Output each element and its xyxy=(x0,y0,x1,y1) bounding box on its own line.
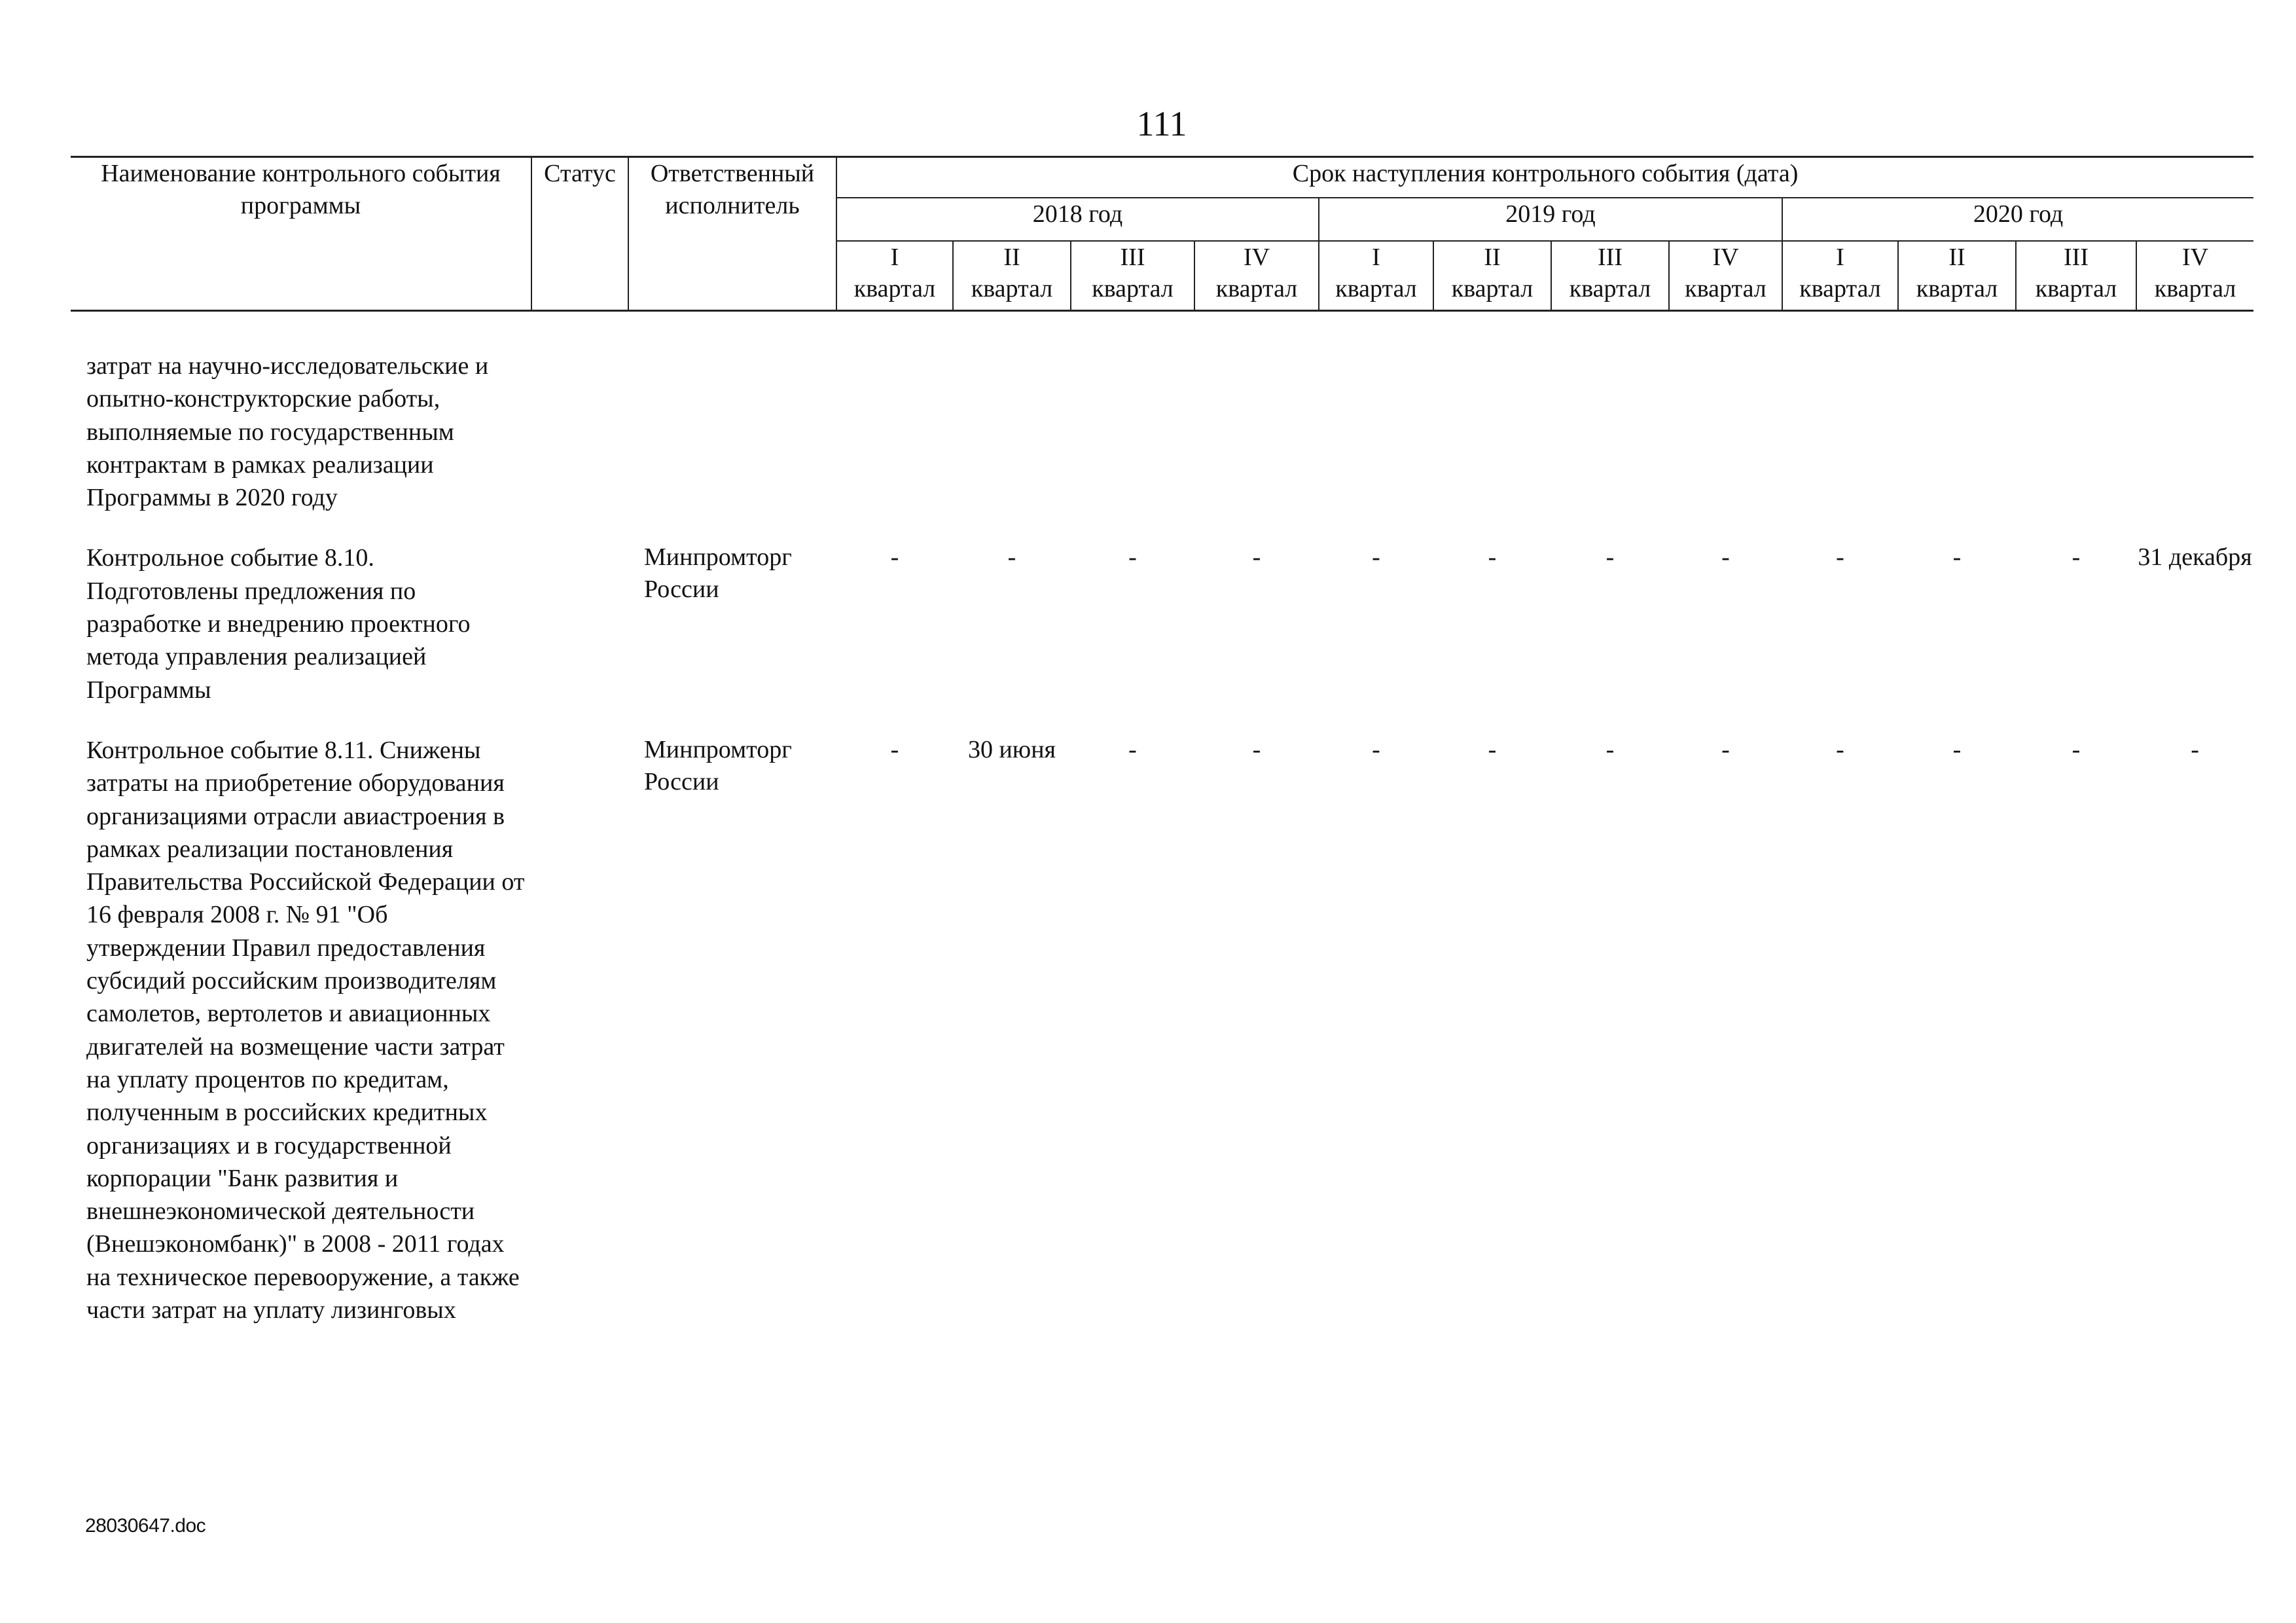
header-quarter: IV квартал xyxy=(1669,241,1782,311)
quarter-cell: - xyxy=(1128,543,1137,572)
quarter-cell: - xyxy=(1007,543,1016,572)
quarter-cell: - xyxy=(1952,735,1962,763)
event-description: Контрольное событие 8.10. Подготовлены предложения по разработке и внедрению проектного метода управления реализацией Программы xyxy=(86,544,471,704)
quarter-cell xyxy=(953,350,1071,541)
quarter-cell: - xyxy=(1836,543,1844,572)
quarter-cell: - xyxy=(890,543,899,572)
quarter-cell: - xyxy=(1372,735,1380,763)
header-quarter: IV квартал xyxy=(2136,241,2253,311)
quarter-cell xyxy=(1669,350,1782,541)
quarter-cell xyxy=(1194,350,1319,541)
quarter-cell xyxy=(2016,350,2136,541)
quarter-cell xyxy=(1782,350,1898,541)
event-description: Контрольное событие 8.11. Снижены затраты на приобретение оборудования организациями отрасли авиастроения в рамках реализации постановления Правительства Российской Федерации от 16 февраля 2008 г. № 91 "Об утверждении Правил предоставления субсидий российским производителям самолетов, вертолетов и авиационных двигателей на возмещение части затрат на уплату процентов по кредитам, полученным в российских кредитных организациях и в государственной корпорации "Банк развития и внешнеэкономической деятельности (Внешэкономбанк)" в 2008 - 2011 годах на техническое перевооружение, а также части затрат на уплату лизинговых xyxy=(86,736,525,1324)
quarter-cell xyxy=(1071,350,1194,541)
quarter-cell: - xyxy=(890,735,899,763)
table-row xyxy=(71,734,2253,1326)
header-year-2020: 2020 год xyxy=(1782,198,2253,241)
header-quarter: II квартал xyxy=(953,241,1071,311)
quarter-cell: - xyxy=(1488,543,1497,572)
table-row xyxy=(71,541,2253,733)
quarter-cell xyxy=(2136,350,2253,541)
spacer-row xyxy=(71,311,2253,350)
event-status xyxy=(531,734,628,1326)
header-year-2019: 2019 год xyxy=(1319,198,1782,241)
table-row xyxy=(71,350,2253,541)
header-quarter: II квартал xyxy=(1433,241,1551,311)
quarter-cell: - xyxy=(1128,735,1137,763)
quarter-cell: - xyxy=(2072,543,2081,572)
quarter-cell: - xyxy=(1721,543,1730,572)
quarter-cell: - xyxy=(1372,543,1380,572)
header-quarter: III квартал xyxy=(1071,241,1194,311)
header-quarter: III квартал xyxy=(1551,241,1669,311)
quarter-cell: - xyxy=(1952,543,1962,572)
quarter-cell: - xyxy=(1721,735,1730,763)
quarter-cell: - xyxy=(2191,735,2199,763)
quarter-cell xyxy=(1319,350,1433,541)
header-quarter: IV квартал xyxy=(1194,241,1319,311)
header-status: Статус xyxy=(531,157,628,311)
quarter-cell: - xyxy=(1488,735,1497,763)
event-status xyxy=(531,350,628,541)
control-events-table xyxy=(71,156,2253,1326)
header-deadline: Срок наступления контрольного события (дата) xyxy=(836,157,2253,198)
quarter-cell: - xyxy=(1252,735,1261,763)
header-quarter: I квартал xyxy=(836,241,953,311)
header-quarter: II квартал xyxy=(1898,241,2016,311)
event-description: затрат на научно-исследовательские и опытно-конструкторские работы, выполняемые по государственным контрактам в рамках реализации Программы в 2020 году xyxy=(86,352,489,512)
quarter-cell xyxy=(1551,350,1669,541)
quarter-cell: - xyxy=(2072,735,2081,763)
quarter-cell: - xyxy=(1605,735,1615,763)
quarter-cell: 31 декабря xyxy=(2138,543,2252,572)
event-status xyxy=(531,541,628,733)
header-responsible: Ответственный исполнитель xyxy=(628,157,836,311)
page-number: 111 xyxy=(1136,104,1187,143)
quarter-cell xyxy=(1898,350,2016,541)
document-filename: 28030647.doc xyxy=(85,1515,206,1537)
event-responsible xyxy=(628,350,836,541)
event-responsible: Минпромторг России xyxy=(644,735,792,795)
quarter-cell: - xyxy=(1605,543,1615,572)
event-responsible: Минпромторг России xyxy=(644,543,792,604)
quarter-cell xyxy=(1433,350,1551,541)
header-quarter: I квартал xyxy=(1319,241,1433,311)
quarter-cell: - xyxy=(1836,735,1844,763)
header-quarter: I квартал xyxy=(1782,241,1898,311)
header-event-name: Наименование контрольного события программы xyxy=(71,157,531,311)
header-year-2018: 2018 год xyxy=(836,198,1319,241)
header-quarter: III квартал xyxy=(2016,241,2136,311)
quarter-cell xyxy=(836,350,953,541)
quarter-cell: 30 июня xyxy=(967,735,1056,763)
quarter-cell: - xyxy=(1252,543,1261,572)
